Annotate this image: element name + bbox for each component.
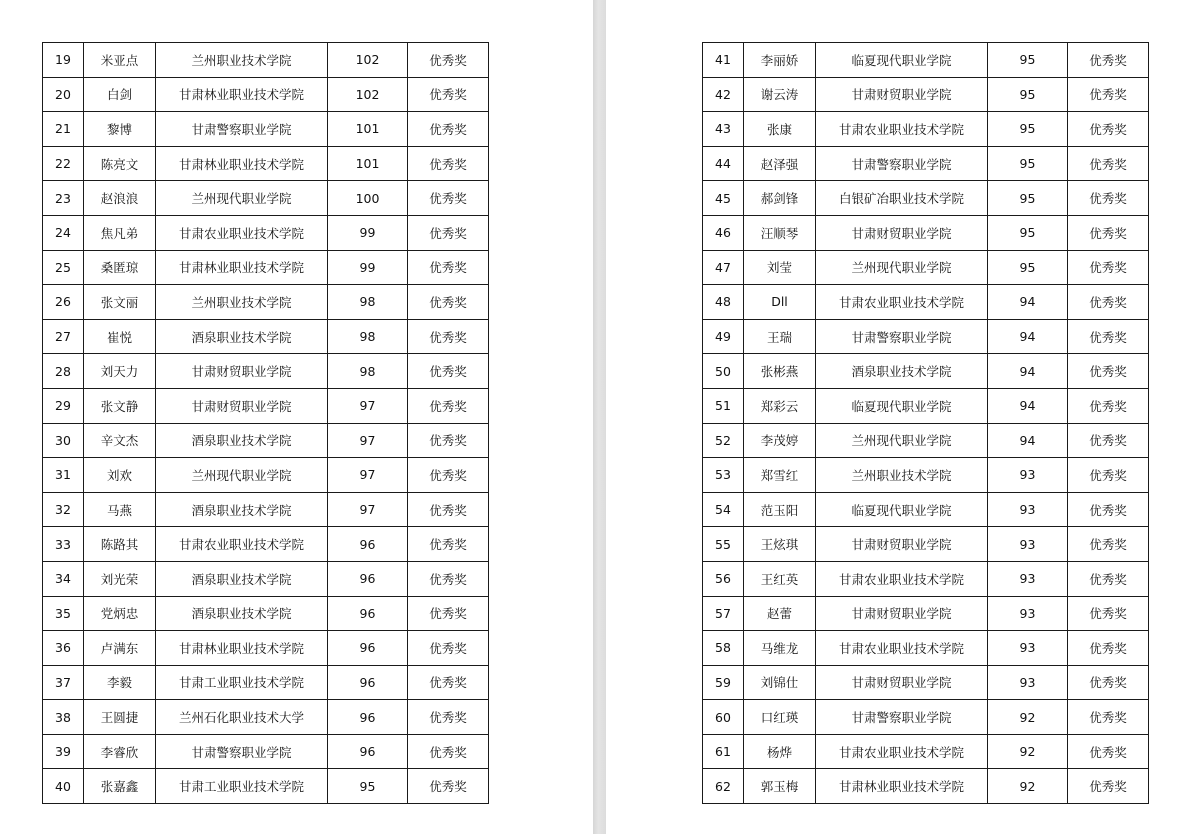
cell-name: 张文静 — [84, 388, 156, 423]
cell-score: 93 — [988, 527, 1068, 562]
table-row — [703, 215, 1149, 250]
cell-school: 甘肃财贸职业学院 — [156, 388, 328, 423]
table-row — [43, 146, 489, 181]
cell-name: 米亚点 — [84, 43, 156, 78]
cell-name: 张嘉鑫 — [84, 769, 156, 804]
table-row — [703, 146, 1149, 181]
cell-score: 100 — [328, 181, 408, 216]
cell-number: 35 — [43, 596, 84, 631]
cell-school: 兰州现代职业学院 — [816, 423, 988, 458]
cell-school: 甘肃农业职业技术学院 — [156, 215, 328, 250]
cell-award: 优秀奖 — [408, 423, 489, 458]
cell-number: 33 — [43, 527, 84, 562]
cell-number: 34 — [43, 561, 84, 596]
table-row — [43, 596, 489, 631]
cell-award: 优秀奖 — [1068, 146, 1149, 181]
cell-number: 39 — [43, 734, 84, 769]
table-row — [43, 77, 489, 112]
table-row — [703, 181, 1149, 216]
cell-number: 49 — [703, 319, 744, 354]
cell-school: 甘肃农业职业技术学院 — [816, 561, 988, 596]
cell-school: 甘肃财贸职业学院 — [816, 527, 988, 562]
cell-award: 优秀奖 — [408, 665, 489, 700]
cell-school: 甘肃林业职业技术学院 — [156, 77, 328, 112]
cell-score: 93 — [988, 665, 1068, 700]
cell-score: 94 — [988, 319, 1068, 354]
cell-number: 27 — [43, 319, 84, 354]
table-row — [43, 43, 489, 78]
cell-school: 甘肃农业职业技术学院 — [816, 631, 988, 666]
table-row — [703, 561, 1149, 596]
cell-number: 59 — [703, 665, 744, 700]
table-row — [43, 665, 489, 700]
cell-school: 甘肃财贸职业学院 — [816, 215, 988, 250]
cell-number: 25 — [43, 250, 84, 285]
cell-school: 甘肃警察职业学院 — [156, 734, 328, 769]
table-row — [703, 734, 1149, 769]
cell-score: 98 — [328, 285, 408, 320]
cell-school: 甘肃农业职业技术学院 — [816, 112, 988, 147]
cell-score: 96 — [328, 631, 408, 666]
cell-score: 94 — [988, 388, 1068, 423]
table-row — [43, 769, 489, 804]
cell-number: 58 — [703, 631, 744, 666]
cell-school: 酒泉职业技术学院 — [156, 423, 328, 458]
cell-award: 优秀奖 — [408, 146, 489, 181]
cell-name: 郝剑锋 — [744, 181, 816, 216]
cell-name: 范玉阳 — [744, 492, 816, 527]
table-row — [703, 596, 1149, 631]
cell-name: 张文丽 — [84, 285, 156, 320]
cell-number: 50 — [703, 354, 744, 389]
cell-score: 94 — [988, 354, 1068, 389]
cell-name: 赵泽强 — [744, 146, 816, 181]
table-row — [703, 665, 1149, 700]
cell-score: 98 — [328, 319, 408, 354]
cell-score: 102 — [328, 43, 408, 78]
table-row — [703, 77, 1149, 112]
cell-number: 26 — [43, 285, 84, 320]
cell-score: 101 — [328, 146, 408, 181]
cell-name: 刘锦仕 — [744, 665, 816, 700]
cell-number: 23 — [43, 181, 84, 216]
cell-award: 优秀奖 — [408, 458, 489, 493]
cell-number: 36 — [43, 631, 84, 666]
cell-name: 杨烨 — [744, 734, 816, 769]
cell-number: 54 — [703, 492, 744, 527]
cell-award: 优秀奖 — [408, 112, 489, 147]
cell-award: 优秀奖 — [408, 561, 489, 596]
cell-number: 29 — [43, 388, 84, 423]
cell-score: 96 — [328, 527, 408, 562]
table-row — [43, 215, 489, 250]
cell-school: 甘肃财贸职业学院 — [816, 596, 988, 631]
table-row — [43, 631, 489, 666]
cell-award: 优秀奖 — [408, 215, 489, 250]
table-row — [703, 43, 1149, 78]
cell-score: 95 — [988, 181, 1068, 216]
cell-name: 陈亮文 — [84, 146, 156, 181]
table-row — [703, 700, 1149, 735]
cell-score: 97 — [328, 492, 408, 527]
cell-score: 95 — [988, 77, 1068, 112]
cell-school: 临夏现代职业学院 — [816, 43, 988, 78]
cell-award: 优秀奖 — [1068, 112, 1149, 147]
cell-school: 甘肃财贸职业学院 — [816, 665, 988, 700]
table-row — [703, 354, 1149, 389]
cell-number: 56 — [703, 561, 744, 596]
table-row — [703, 631, 1149, 666]
cell-name: 郑彩云 — [744, 388, 816, 423]
cell-award: 优秀奖 — [1068, 181, 1149, 216]
cell-award: 优秀奖 — [1068, 492, 1149, 527]
cell-name: 李茂婷 — [744, 423, 816, 458]
page-gutter — [593, 0, 606, 834]
cell-number: 40 — [43, 769, 84, 804]
cell-award: 优秀奖 — [408, 285, 489, 320]
cell-number: 32 — [43, 492, 84, 527]
table-row — [43, 527, 489, 562]
cell-school: 兰州现代职业学院 — [816, 250, 988, 285]
cell-number: 30 — [43, 423, 84, 458]
cell-name: Dll — [744, 285, 816, 320]
cell-score: 95 — [988, 43, 1068, 78]
cell-name: 王炫琪 — [744, 527, 816, 562]
table-row — [43, 388, 489, 423]
cell-score: 102 — [328, 77, 408, 112]
cell-name: 李丽娇 — [744, 43, 816, 78]
table-row — [43, 458, 489, 493]
table-row — [43, 285, 489, 320]
awards-table-body — [703, 43, 1149, 804]
cell-name: 刘天力 — [84, 354, 156, 389]
cell-award: 优秀奖 — [408, 77, 489, 112]
cell-number: 22 — [43, 146, 84, 181]
cell-award: 优秀奖 — [408, 181, 489, 216]
cell-name: 刘欢 — [84, 458, 156, 493]
cell-number: 52 — [703, 423, 744, 458]
table-row — [43, 700, 489, 735]
cell-score: 99 — [328, 215, 408, 250]
cell-school: 甘肃林业职业技术学院 — [156, 250, 328, 285]
cell-award: 优秀奖 — [408, 734, 489, 769]
cell-school: 甘肃工业职业技术学院 — [156, 769, 328, 804]
cell-award: 优秀奖 — [1068, 700, 1149, 735]
cell-number: 57 — [703, 596, 744, 631]
cell-school: 甘肃警察职业学院 — [156, 112, 328, 147]
cell-score: 96 — [328, 734, 408, 769]
cell-award: 优秀奖 — [408, 769, 489, 804]
cell-score: 98 — [328, 354, 408, 389]
cell-score: 96 — [328, 596, 408, 631]
cell-award: 优秀奖 — [1068, 215, 1149, 250]
table-row — [43, 561, 489, 596]
cell-number: 62 — [703, 769, 744, 804]
cell-score: 93 — [988, 458, 1068, 493]
cell-name: 王红英 — [744, 561, 816, 596]
cell-school: 甘肃财贸职业学院 — [156, 354, 328, 389]
cell-name: 陈路其 — [84, 527, 156, 562]
cell-school: 兰州职业技术学院 — [816, 458, 988, 493]
cell-name: 辛文杰 — [84, 423, 156, 458]
cell-name: 王圆捷 — [84, 700, 156, 735]
cell-award: 优秀奖 — [408, 43, 489, 78]
cell-school: 兰州现代职业学院 — [156, 181, 328, 216]
cell-award: 优秀奖 — [1068, 285, 1149, 320]
cell-score: 101 — [328, 112, 408, 147]
table-row — [703, 388, 1149, 423]
table-row — [43, 423, 489, 458]
cell-score: 95 — [988, 146, 1068, 181]
page-right — [606, 0, 1198, 834]
cell-award: 优秀奖 — [1068, 561, 1149, 596]
cell-school: 兰州职业技术学院 — [156, 43, 328, 78]
cell-score: 96 — [328, 700, 408, 735]
table-row — [703, 527, 1149, 562]
table-row — [43, 734, 489, 769]
cell-award: 优秀奖 — [1068, 319, 1149, 354]
cell-school: 酒泉职业技术学院 — [156, 319, 328, 354]
cell-number: 20 — [43, 77, 84, 112]
cell-award: 优秀奖 — [1068, 596, 1149, 631]
table-row — [703, 492, 1149, 527]
cell-school: 兰州现代职业学院 — [156, 458, 328, 493]
cell-name: 口红瑛 — [744, 700, 816, 735]
cell-score: 95 — [988, 112, 1068, 147]
cell-number: 44 — [703, 146, 744, 181]
cell-score: 94 — [988, 423, 1068, 458]
cell-award: 优秀奖 — [1068, 665, 1149, 700]
table-row — [43, 112, 489, 147]
cell-name: 刘光荣 — [84, 561, 156, 596]
cell-award: 优秀奖 — [408, 319, 489, 354]
cell-award: 优秀奖 — [1068, 631, 1149, 666]
awards-table-right — [702, 42, 1149, 804]
cell-award: 优秀奖 — [1068, 527, 1149, 562]
cell-school: 兰州职业技术学院 — [156, 285, 328, 320]
cell-number: 55 — [703, 527, 744, 562]
cell-name: 卢满东 — [84, 631, 156, 666]
cell-school: 甘肃警察职业学院 — [816, 700, 988, 735]
awards-table-left — [42, 42, 489, 804]
cell-school: 白银矿冶职业技术学院 — [816, 181, 988, 216]
cell-score: 95 — [988, 250, 1068, 285]
cell-number: 42 — [703, 77, 744, 112]
cell-score: 94 — [988, 285, 1068, 320]
cell-name: 王瑞 — [744, 319, 816, 354]
cell-award: 优秀奖 — [408, 596, 489, 631]
cell-name: 李睿欣 — [84, 734, 156, 769]
cell-award: 优秀奖 — [1068, 77, 1149, 112]
cell-school: 甘肃林业职业技术学院 — [156, 631, 328, 666]
cell-score: 95 — [988, 215, 1068, 250]
cell-score: 95 — [328, 769, 408, 804]
cell-award: 优秀奖 — [1068, 423, 1149, 458]
cell-award: 优秀奖 — [1068, 43, 1149, 78]
cell-name: 谢云涛 — [744, 77, 816, 112]
cell-name: 党炳忠 — [84, 596, 156, 631]
cell-award: 优秀奖 — [408, 700, 489, 735]
table-row — [703, 112, 1149, 147]
table-row — [703, 458, 1149, 493]
awards-table-body — [43, 43, 489, 804]
cell-school: 甘肃林业职业技术学院 — [816, 769, 988, 804]
cell-name: 郑雪红 — [744, 458, 816, 493]
cell-school: 临夏现代职业学院 — [816, 492, 988, 527]
cell-award: 优秀奖 — [1068, 354, 1149, 389]
table-row — [43, 492, 489, 527]
cell-score: 97 — [328, 458, 408, 493]
cell-school: 甘肃农业职业技术学院 — [816, 285, 988, 320]
cell-number: 53 — [703, 458, 744, 493]
cell-number: 19 — [43, 43, 84, 78]
cell-number: 61 — [703, 734, 744, 769]
cell-school: 临夏现代职业学院 — [816, 388, 988, 423]
cell-name: 李毅 — [84, 665, 156, 700]
cell-number: 45 — [703, 181, 744, 216]
cell-score: 92 — [988, 734, 1068, 769]
cell-award: 优秀奖 — [408, 250, 489, 285]
cell-award: 优秀奖 — [408, 492, 489, 527]
cell-name: 赵蕾 — [744, 596, 816, 631]
cell-name: 郭玉梅 — [744, 769, 816, 804]
cell-school: 甘肃林业职业技术学院 — [156, 146, 328, 181]
cell-name: 桑匿琼 — [84, 250, 156, 285]
cell-award: 优秀奖 — [1068, 458, 1149, 493]
cell-number: 51 — [703, 388, 744, 423]
cell-number: 60 — [703, 700, 744, 735]
cell-score: 93 — [988, 631, 1068, 666]
cell-score: 96 — [328, 561, 408, 596]
table-row — [43, 319, 489, 354]
cell-score: 97 — [328, 423, 408, 458]
cell-school: 酒泉职业技术学院 — [156, 596, 328, 631]
cell-score: 92 — [988, 700, 1068, 735]
cell-score: 93 — [988, 596, 1068, 631]
cell-score: 93 — [988, 561, 1068, 596]
cell-number: 37 — [43, 665, 84, 700]
cell-name: 刘莹 — [744, 250, 816, 285]
cell-score: 92 — [988, 769, 1068, 804]
cell-school: 甘肃警察职业学院 — [816, 146, 988, 181]
cell-award: 优秀奖 — [408, 631, 489, 666]
cell-name: 马燕 — [84, 492, 156, 527]
cell-number: 31 — [43, 458, 84, 493]
cell-school: 甘肃农业职业技术学院 — [156, 527, 328, 562]
cell-name: 马维龙 — [744, 631, 816, 666]
table-row — [703, 423, 1149, 458]
cell-award: 优秀奖 — [408, 354, 489, 389]
cell-number: 28 — [43, 354, 84, 389]
cell-score: 97 — [328, 388, 408, 423]
table-row — [703, 285, 1149, 320]
cell-school: 酒泉职业技术学院 — [156, 492, 328, 527]
table-row — [43, 250, 489, 285]
cell-name: 黎博 — [84, 112, 156, 147]
cell-award: 优秀奖 — [1068, 769, 1149, 804]
cell-award: 优秀奖 — [1068, 388, 1149, 423]
table-row — [703, 769, 1149, 804]
cell-number: 48 — [703, 285, 744, 320]
cell-school: 甘肃农业职业技术学院 — [816, 734, 988, 769]
cell-score: 96 — [328, 665, 408, 700]
cell-school: 兰州石化职业技术大学 — [156, 700, 328, 735]
cell-school: 甘肃工业职业技术学院 — [156, 665, 328, 700]
cell-award: 优秀奖 — [1068, 250, 1149, 285]
cell-school: 酒泉职业技术学院 — [156, 561, 328, 596]
table-row — [703, 250, 1149, 285]
table-row — [43, 354, 489, 389]
cell-number: 43 — [703, 112, 744, 147]
cell-award: 优秀奖 — [408, 388, 489, 423]
cell-name: 崔悦 — [84, 319, 156, 354]
cell-name: 张彬燕 — [744, 354, 816, 389]
cell-school: 甘肃财贸职业学院 — [816, 77, 988, 112]
page-left — [0, 0, 593, 834]
table-row — [43, 181, 489, 216]
cell-name: 汪顺琴 — [744, 215, 816, 250]
cell-score: 93 — [988, 492, 1068, 527]
cell-number: 38 — [43, 700, 84, 735]
cell-number: 21 — [43, 112, 84, 147]
cell-school: 酒泉职业技术学院 — [816, 354, 988, 389]
cell-award: 优秀奖 — [408, 527, 489, 562]
cell-number: 46 — [703, 215, 744, 250]
cell-name: 焦凡弟 — [84, 215, 156, 250]
cell-number: 24 — [43, 215, 84, 250]
cell-score: 99 — [328, 250, 408, 285]
cell-name: 白剑 — [84, 77, 156, 112]
cell-name: 赵浪浪 — [84, 181, 156, 216]
cell-name: 张康 — [744, 112, 816, 147]
cell-award: 优秀奖 — [1068, 734, 1149, 769]
cell-number: 41 — [703, 43, 744, 78]
cell-school: 甘肃警察职业学院 — [816, 319, 988, 354]
table-row — [703, 319, 1149, 354]
cell-number: 47 — [703, 250, 744, 285]
